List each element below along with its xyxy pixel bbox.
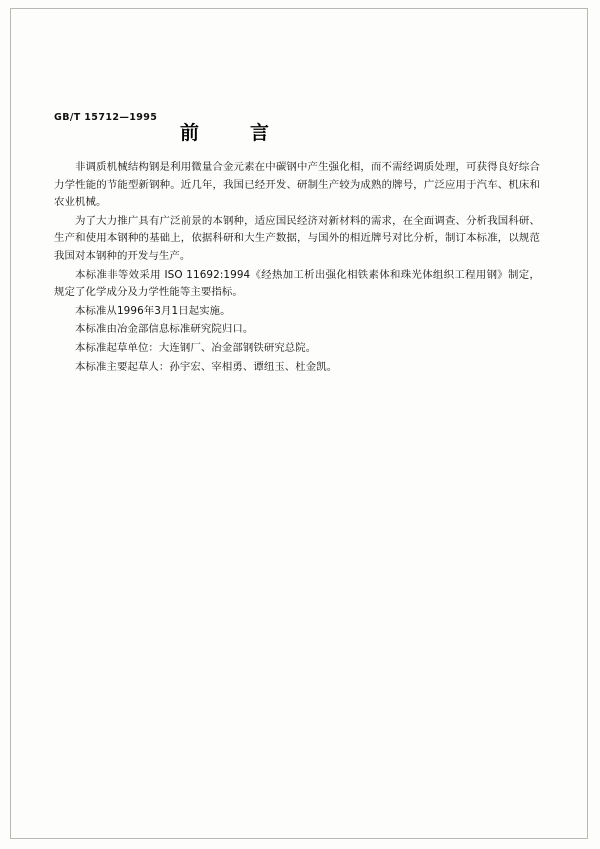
page-title: 前 言 xyxy=(180,122,286,144)
paragraph-2: 为了大力推广具有广泛前景的本钢种，适应国民经济对新材料的需求，在全面调查、分析我国科研、生产和使用本钢种的基础上，依据科研和大生产数据，与国外的相近牌号对比分析，制订本标准，以规范我国对本钢种的开发与生产。 xyxy=(54,214,540,262)
page-content xyxy=(54,112,540,377)
paragraph-6: 本标准起草单位：大连钢厂、冶金部钢铁研究总院。 xyxy=(75,341,317,354)
paragraph-4: 本标准从1996年3月1日起实施。 xyxy=(75,304,231,317)
foreword-body xyxy=(54,159,540,376)
paragraph-1: 非调质机械结构钢是利用微量合金元素在中碳钢中产生强化相，而不需经调质处理，可获得良好综合力学性能的节能型新钢种。近几年，我国已经开发、研制生产较为成熟的牌号，广泛应用于汽车、机床和农业机械。 xyxy=(54,161,540,209)
paragraph-7: 本标准主要起草人：孙宇宏、宰相勇、谭纽玉、杜金凯。 xyxy=(75,360,338,373)
standard-code: GB/T 15712—1995 xyxy=(54,112,158,123)
paragraph-5: 本标准由冶金部信息标准研究院归口。 xyxy=(75,323,254,336)
paragraph-3: 本标准非等效采用 ISO 11692:1994《经热加工析出强化相铁素体和珠光体组织工程用钢》制定，规定了化学成分及力学性能等主要指标。 xyxy=(54,268,540,299)
